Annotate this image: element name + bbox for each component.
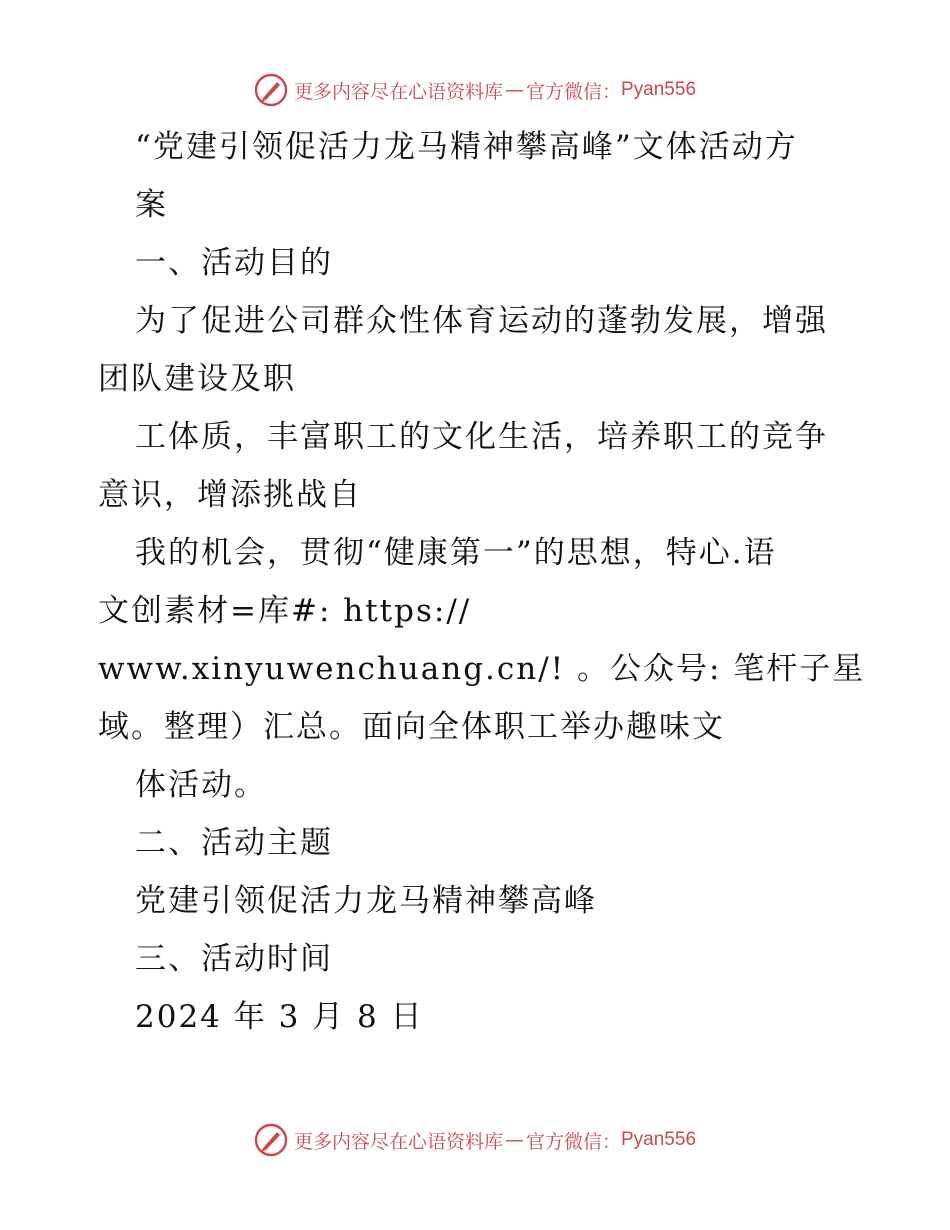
quill-pen-logo-icon bbox=[254, 1123, 288, 1157]
banner-wechat-id: Pyan556 bbox=[621, 79, 697, 100]
banner-wechat-id: Pyan556 bbox=[621, 1129, 697, 1150]
section-heading-purpose: 一、活动目的 bbox=[135, 245, 333, 281]
banner-wechat-label: 官方微信： bbox=[525, 80, 621, 103]
paragraph-line: 我的机会，贯彻“健康第一”的思想，特心.语 bbox=[135, 535, 777, 571]
section-heading-theme: 二、活动主题 bbox=[135, 825, 333, 861]
header-banner bbox=[0, 70, 950, 110]
paragraph-line: 工体质，丰富职工的文化生活，培养职工的竞争 bbox=[135, 419, 828, 455]
banner-wechat-label: 官方微信： bbox=[525, 1130, 621, 1153]
event-date: 2024 年 3 月 8 日 bbox=[135, 999, 424, 1035]
banner-separator: — bbox=[504, 1129, 524, 1151]
theme-text: 党建引领促活力龙马精神攀高峰 bbox=[135, 883, 597, 919]
paragraph-line: 文创素材=库#: https:// bbox=[98, 593, 472, 629]
paragraph-line: 体活动。 bbox=[135, 767, 267, 803]
banner-separator: — bbox=[504, 79, 524, 101]
banner-text: 更多内容尽在心语资料库 bbox=[293, 1130, 503, 1153]
quill-pen-logo-icon bbox=[254, 73, 288, 107]
paragraph-line: 团队建设及职 bbox=[98, 361, 296, 397]
paragraph-line: 为了促进公司群众性体育运动的蓬勃发展，增强 bbox=[135, 303, 828, 339]
banner-text: 更多内容尽在心语资料库 bbox=[293, 80, 503, 103]
section-heading-time: 三、活动时间 bbox=[135, 941, 333, 977]
paragraph-line: 域。整理）汇总。面向全体职工举办趣味文 bbox=[98, 709, 725, 745]
paragraph-line: 意识，增添挑战自 bbox=[98, 477, 362, 513]
paragraph-line: www.xinyuwenchuang.cn/! 。公众号: 笔杆子星 bbox=[98, 651, 866, 687]
document-title-line-2: 案 bbox=[135, 187, 168, 223]
document-title-line-1: “党建引领促活力龙马精神攀高峰”文体活动方 bbox=[135, 129, 798, 165]
footer-banner bbox=[0, 1120, 950, 1160]
